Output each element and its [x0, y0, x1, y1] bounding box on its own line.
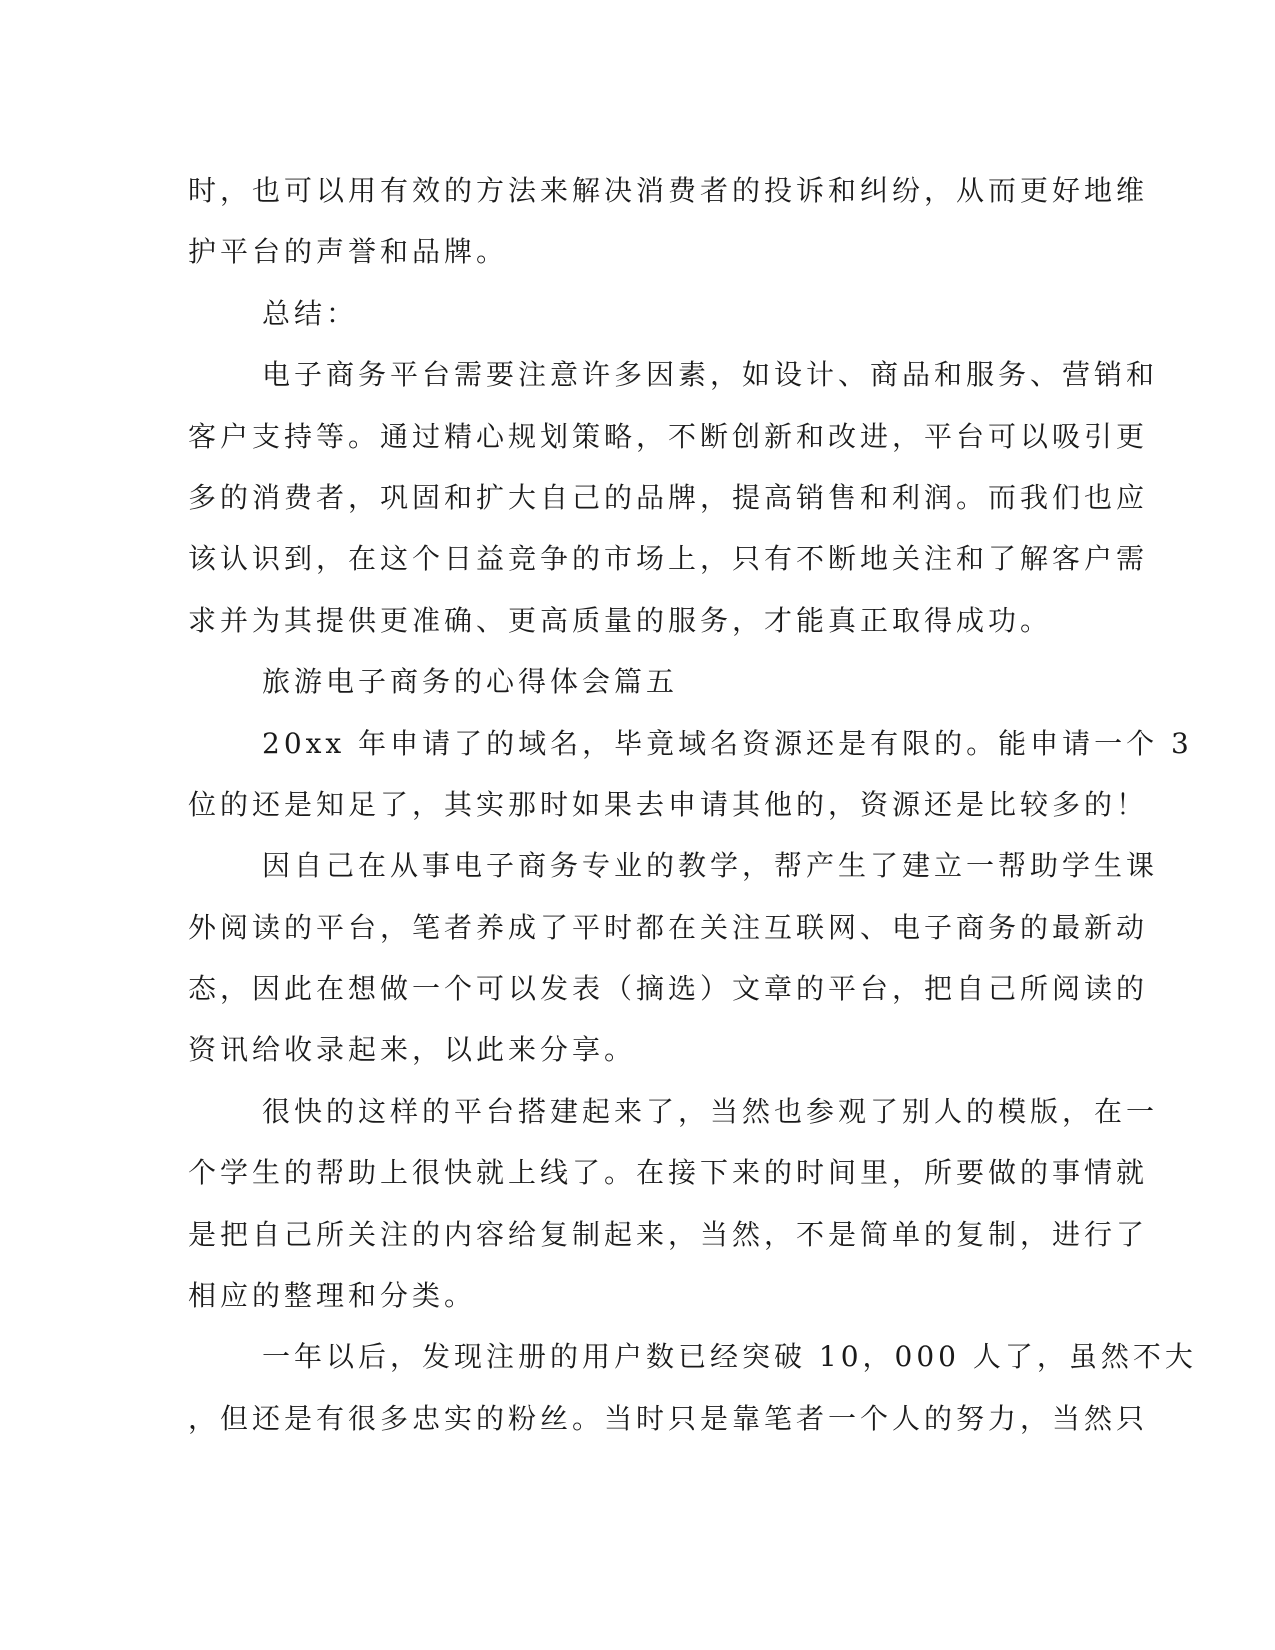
text-line: 护平台的声誉和品牌。: [188, 235, 509, 269]
text-line: 电子商务平台需要注意许多因素，如设计、商品和服务、营销和: [262, 358, 1159, 392]
text-line: 求并为其提供更准确、更高质量的服务，才能真正取得成功。: [188, 603, 1053, 637]
text-line: 多的消费者，巩固和扩大自己的品牌，提高销售和利润。而我们也应: [188, 480, 1149, 514]
text-line: 很快的这样的平台搭建起来了，当然也参观了别人的模版，在一: [262, 1094, 1159, 1128]
text-line: ，但还是有很多忠实的粉丝。当时只是靠笔者一个人的努力，当然只: [188, 1401, 1149, 1435]
text-line: 因自己在从事电子商务专业的教学，帮产生了建立一帮助学生课: [262, 849, 1159, 883]
text-line: 该认识到，在这个日益竞争的市场上，只有不断地关注和了解客户需: [188, 542, 1149, 576]
section-label-summary: 总结：: [262, 296, 359, 330]
text-line: 一年以后，发现注册的用户数已经突破 10，000 人了，虽然不大: [262, 1340, 1197, 1374]
text-line: 外阅读的平台，笔者养成了平时都在关注互联网、电子商务的最新动: [188, 910, 1149, 944]
text-line: 资讯给收录起来，以此来分享。: [188, 1033, 637, 1067]
text-line: 客户支持等。通过精心规划策略，不断创新和改进，平台可以吸引更: [188, 419, 1149, 453]
text-line: 个学生的帮助上很快就上线了。在接下来的时间里，所要做的事情就: [188, 1156, 1149, 1190]
text-line: 是把自己所关注的内容给复制起来，当然，不是简单的复制，进行了: [188, 1217, 1149, 1251]
text-line: 时，也可以用有效的方法来解决消费者的投诉和纠纷，从而更好地维: [188, 174, 1149, 207]
section-heading: 旅游电子商务的心得体会篇五: [262, 665, 679, 699]
text-line: 态，因此在想做一个可以发表（摘选）文章的平台，把自己所阅读的: [188, 972, 1149, 1006]
text-line: 20xx 年申请了的域名，毕竟域名资源还是有限的。能申请一个 3: [262, 726, 1193, 760]
text-line: 相应的整理和分类。: [188, 1279, 477, 1313]
text-line: 位的还是知足了，其实那时如果去申请其他的，资源还是比较多的！: [188, 787, 1149, 821]
document-body: [188, 160, 1197, 1449]
